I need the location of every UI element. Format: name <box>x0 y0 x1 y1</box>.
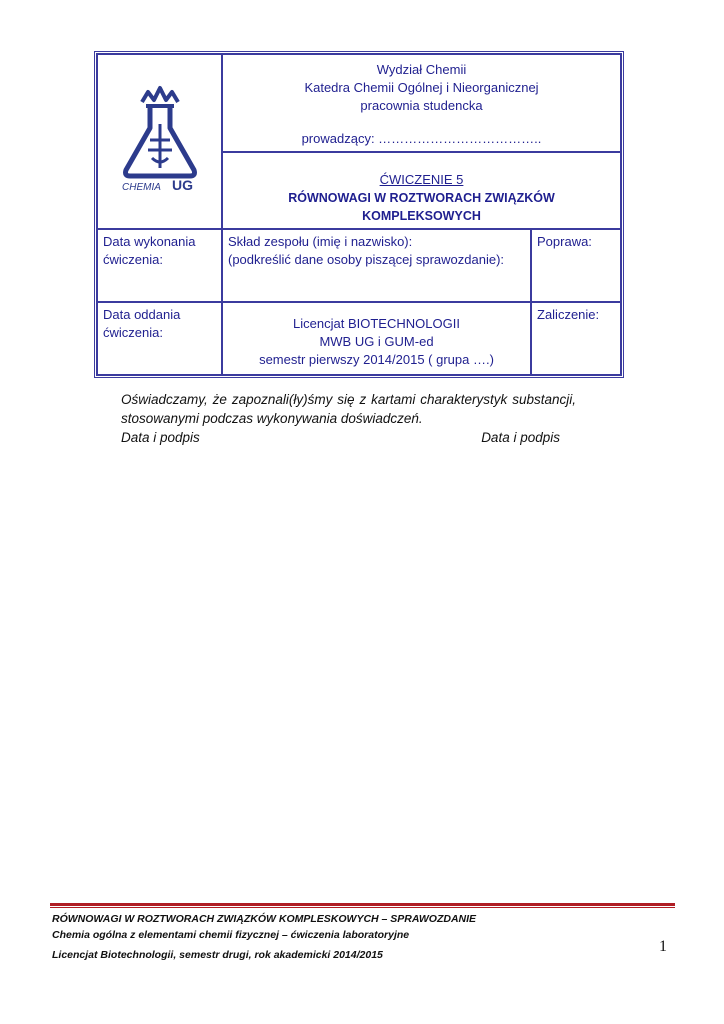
program-cell <box>222 302 531 375</box>
correction-cell: Poprawa: <box>531 229 621 302</box>
page-number: 1 <box>659 938 667 955</box>
department-name: Katedra Chemii Ogólnej i Nieorganicznej <box>304 80 539 95</box>
footer-rule <box>50 903 675 906</box>
pass-cell: Zaliczenie: <box>531 302 621 375</box>
date-done-cell: Data wykonania ćwiczenia: <box>97 229 222 302</box>
logo-text-ug: UG <box>171 177 193 193</box>
logo-text-chemia: CHEMIA <box>121 182 161 193</box>
declaration <box>121 390 576 447</box>
header-table <box>94 51 624 378</box>
team-cell <box>222 229 531 302</box>
team-note: (podkreślić dane osoby piszącej sprawozdanie): <box>228 252 505 267</box>
exercise-number: ĆWICZENIE 5 <box>379 172 464 187</box>
date-submitted-cell: Data oddania ćwiczenia: <box>97 302 222 375</box>
exercise-cell <box>222 152 621 229</box>
program-line-1: Licencjat BIOTECHNOLOGII <box>293 316 460 331</box>
signature-right-label: Data i podpis <box>481 430 560 445</box>
footer-line-3: Licencjat Biotechnologii, semestr drugi, rok akademicki 2014/2015 <box>52 949 383 961</box>
footer <box>52 911 672 963</box>
footer-line-1: RÓWNOWAGI W ROZTWORACH ZWIĄZKÓW KOMPLESKOWYCH – SPRAWOZDANIE <box>52 913 477 925</box>
program-line-2: MWB UG i GUM-ed <box>319 334 434 349</box>
exercise-title: RÓWNOWAGI W ROZTWORACH ZWIĄZKÓW KOMPLEKSOWYCH <box>288 191 555 223</box>
signature-row <box>121 428 576 447</box>
team-label: Skład zespołu (imię i nazwisko): <box>228 234 413 249</box>
signature-left-label: Data i podpis <box>121 430 200 445</box>
faculty-name: Wydział Chemii <box>376 62 467 77</box>
footer-rule-thin <box>50 907 675 908</box>
footer-line-2: Chemia ogólna z elementami chemii fizycznej – ćwiczenia laboratoryjne <box>52 929 410 941</box>
instructor-line: prowadzący: ……………………………….. <box>301 131 542 146</box>
program-line-3: semestr pierwszy 2014/2015 ( grupa ….) <box>259 352 494 367</box>
lab-name: pracownia studencka <box>360 98 483 113</box>
institution-cell <box>222 54 621 152</box>
declaration-text: Oświadczamy, że zapoznali(ły)śmy się z kartami charakterystyk substancji, stosowanymi podczas wykonywania doświadczeń. <box>121 392 576 426</box>
chemia-ug-logo <box>112 84 208 194</box>
logo-cell <box>97 54 222 229</box>
